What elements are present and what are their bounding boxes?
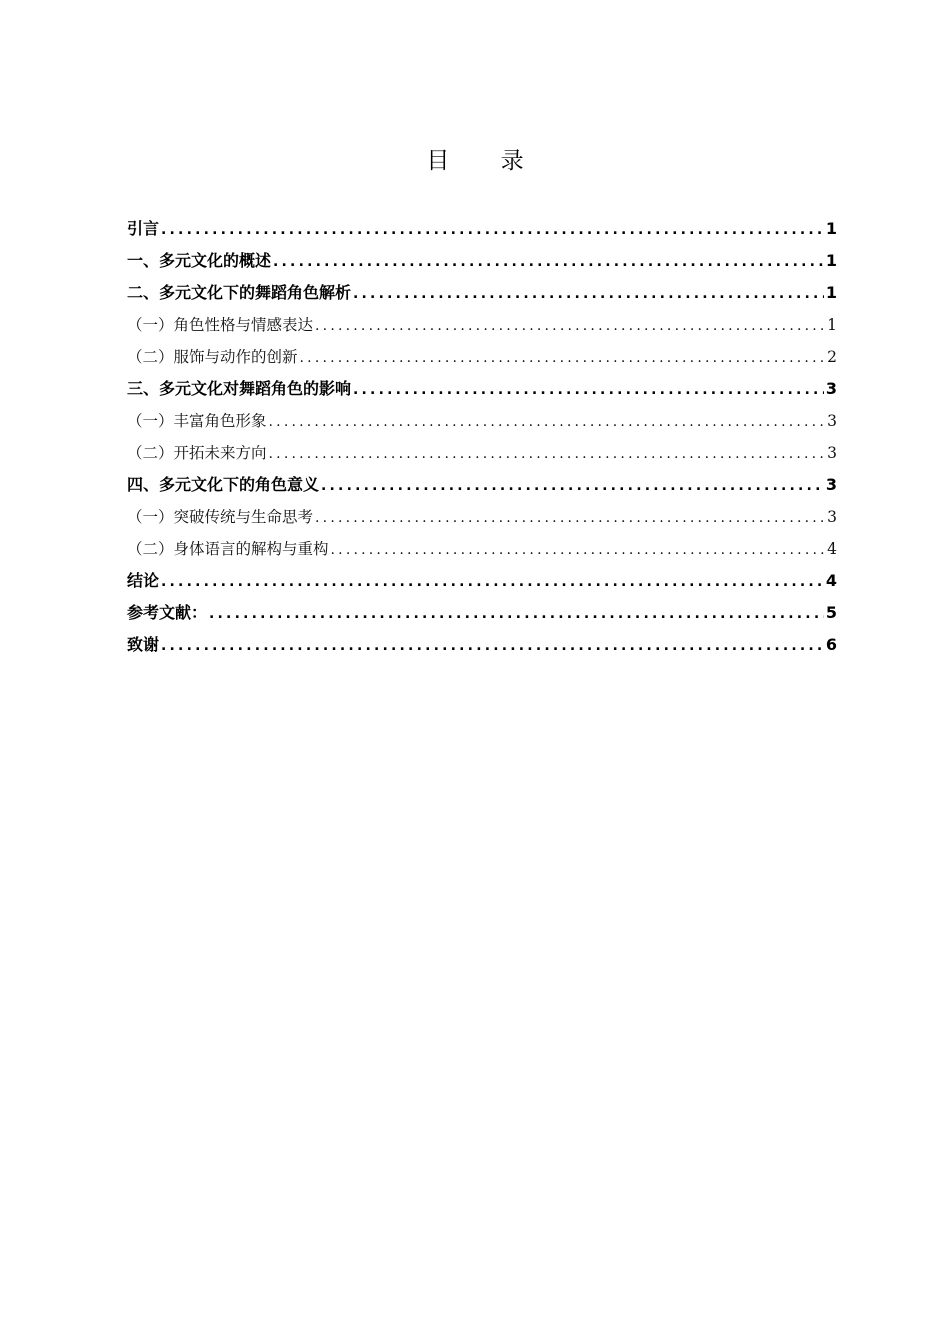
toc-entry-page: 6 [825,635,837,654]
toc-leader-dots [315,502,825,533]
toc-entry[interactable] [127,405,837,437]
toc-entry-text: 二、多元文化下的舞蹈角色解析 [127,283,352,302]
toc-leader-dots [161,566,824,597]
toc-entry-page: 1 [825,251,837,270]
toc-leader-dots [161,630,824,661]
toc-entry-page: 3 [827,444,837,462]
toc-entry-text: （一）突破传统与生命思考 [127,508,314,526]
toc-leader-dots [269,438,825,469]
toc-entry-text: （二）服饰与动作的创新 [127,348,298,366]
toc-entry-page: 1 [827,316,837,334]
toc-leader-dots [315,310,825,341]
toc-entry-text: 一、多元文化的概述 [127,251,272,270]
toc-entry[interactable] [127,245,837,277]
toc-entry[interactable] [127,533,837,565]
toc-entry-page: 1 [825,283,837,302]
toc-entry-text: 参考文献： [127,603,208,622]
toc-entry-text: （二）身体语言的解构与重构 [127,540,329,558]
toc-entry-page: 3 [825,475,837,494]
toc-entry-page: 4 [827,540,837,558]
toc-entry[interactable] [127,277,837,309]
toc-leader-dots [353,278,824,309]
toc-leader-dots [273,246,824,277]
toc-entry[interactable] [127,565,837,597]
toc-entry-text: 结论 [127,571,160,590]
toc-entry-page: 2 [827,348,837,366]
toc-entry-page: 3 [827,508,837,526]
toc-leader-dots [209,598,824,629]
toc-entry-page: 1 [825,219,837,238]
toc-entry[interactable] [127,341,837,373]
toc-entry[interactable] [127,501,837,533]
table-of-contents [127,213,837,661]
toc-entry-text: 三、多元文化对舞蹈角色的影响 [127,379,352,398]
toc-entry-page: 3 [827,412,837,430]
toc-entry[interactable] [127,469,837,501]
toc-leader-dots [321,470,824,501]
toc-entry-text: 致谢 [127,635,160,654]
toc-entry-page: 3 [825,379,837,398]
toc-entry[interactable] [127,437,837,469]
toc-entry-text: 四、多元文化下的角色意义 [127,475,320,494]
toc-title: 目 录 [426,148,546,174]
toc-leader-dots [161,214,824,245]
toc-entry-text: （一）角色性格与情感表达 [127,316,314,334]
toc-entry-text: （一）丰富角色形象 [127,412,267,430]
toc-entry-page: 4 [825,571,837,590]
toc-leader-dots [331,534,825,565]
toc-entry[interactable] [127,213,837,245]
toc-entry[interactable] [127,309,837,341]
toc-entry[interactable] [127,597,837,629]
toc-entry-page: 5 [825,603,837,622]
toc-leader-dots [300,342,825,373]
toc-entry[interactable] [127,629,837,661]
toc-leader-dots [353,374,824,405]
toc-entry-text: 引言 [127,219,160,238]
toc-leader-dots [269,406,825,437]
toc-entry[interactable] [127,373,837,405]
toc-entry-text: （二）开拓未来方向 [127,444,267,462]
